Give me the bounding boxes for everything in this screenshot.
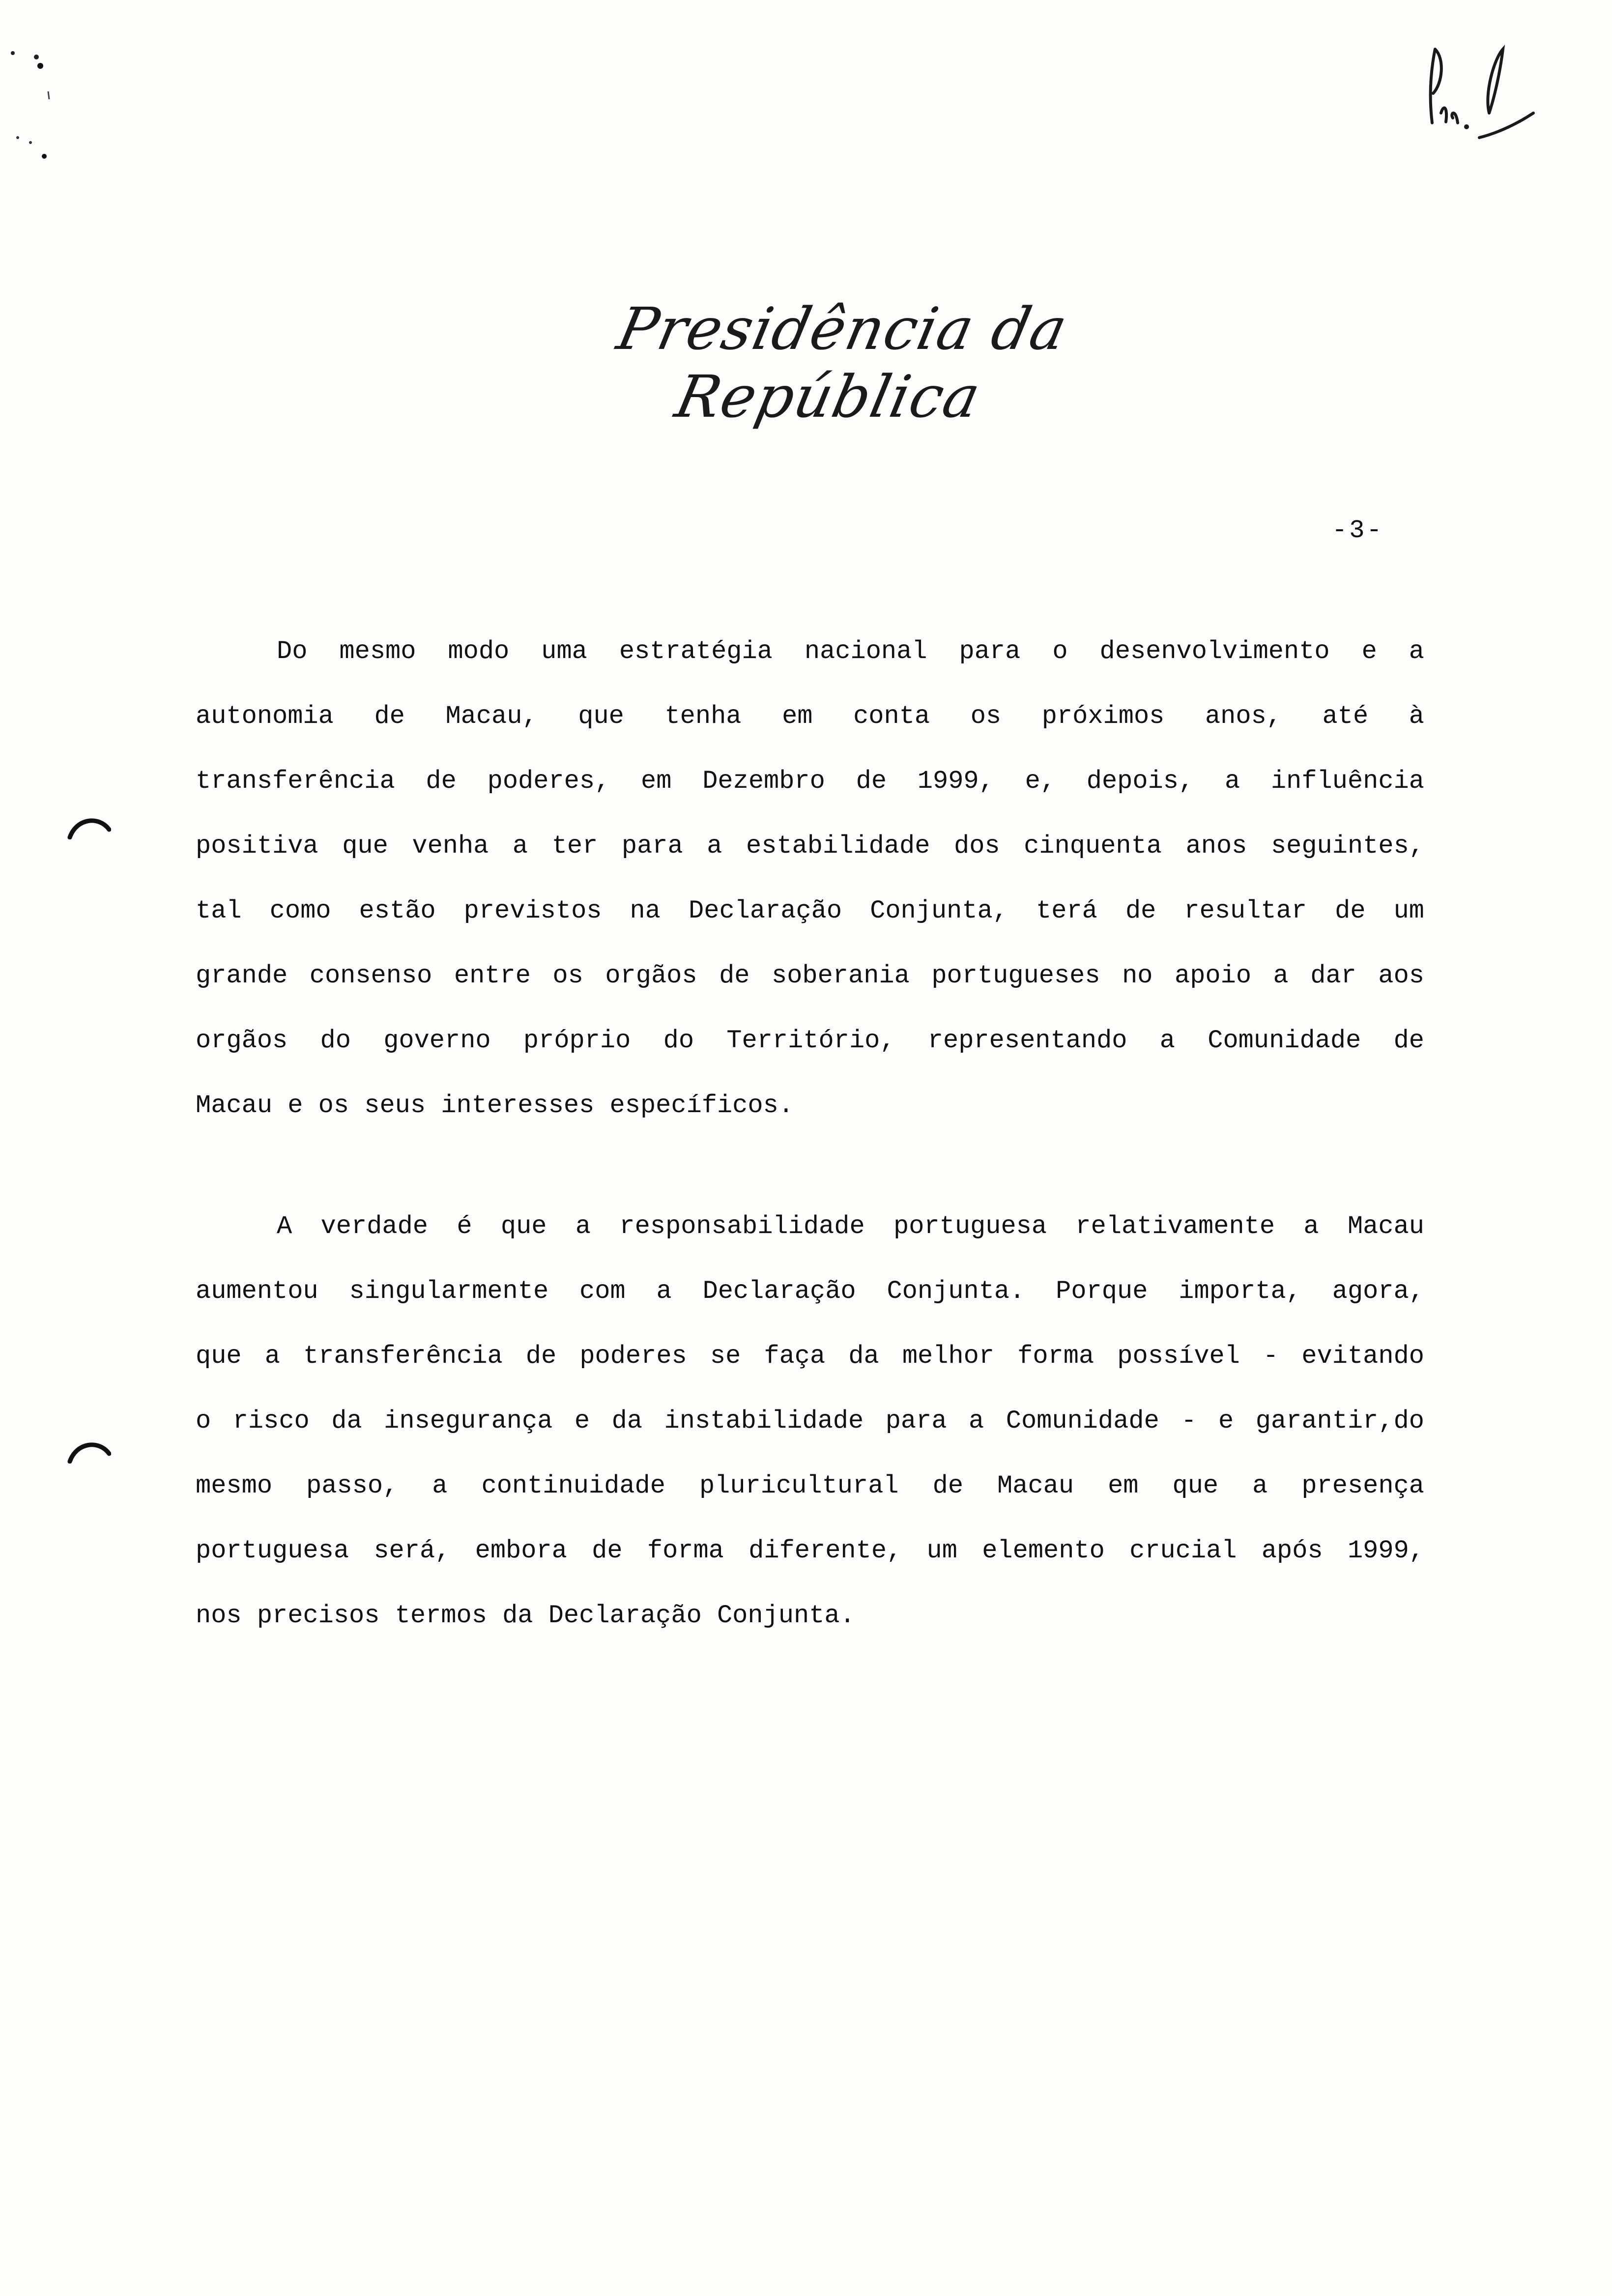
paragraph xyxy=(196,637,1424,1156)
paragraph-line: autonomia de Macau, que tenha em conta os próximos anos, até à xyxy=(196,702,1424,731)
punch-hole-specks xyxy=(7,44,51,167)
paragraph-line: grande consenso entre os orgãos de soberania portugueses no apoio a dar aos xyxy=(196,961,1424,990)
paragraph-line: que a transferência de poderes se faça da melhor forma possível - evitando xyxy=(196,1342,1424,1371)
handwritten-initials xyxy=(1415,39,1543,157)
letterhead-title: Presidência da República xyxy=(611,295,1074,430)
paragraph-line: mesmo passo, a continuidade pluricultural de Macau em que a presença xyxy=(196,1471,1424,1500)
paragraph-line: nos precisos termos da Declaração Conjunta. xyxy=(196,1601,855,1630)
paragraph-line: Macau e os seus interesses específicos. xyxy=(196,1091,794,1120)
paragraph-line: portuguesa será, embora de forma diferente, um elemento crucial após 1999, xyxy=(196,1536,1424,1565)
paragraph-line: A verdade é que a responsabilidade portuguesa relativamente a Macau xyxy=(277,1212,1424,1241)
paragraph-line: transferência de poderes, em Dezembro de 1999, e, depois, a influência xyxy=(196,767,1424,796)
paragraph-line: orgãos do governo próprio do Território, representando a Comunidade de xyxy=(196,1026,1424,1055)
paragraph-line: Do mesmo modo uma estratégia nacional para o desenvolvimento e a xyxy=(277,637,1424,666)
margin-hole-mark xyxy=(67,815,111,839)
paragraph-line: tal como estão previstos na Declaração Conjunta, terá de resultar de um xyxy=(196,896,1424,925)
paragraph-line: positiva que venha a ter para a estabilidade dos cinquenta anos seguintes, xyxy=(196,832,1424,861)
margin-hole-mark xyxy=(67,1439,111,1464)
paragraph-line: aumentou singularmente com a Declaração Conjunta. Porque importa, agora, xyxy=(196,1277,1424,1306)
paragraph-line: o risco da insegurança e da instabilidade para a Comunidade - e garantir,do xyxy=(196,1406,1424,1435)
paragraph xyxy=(196,1212,1424,1666)
page-number: -3- xyxy=(1332,516,1384,545)
